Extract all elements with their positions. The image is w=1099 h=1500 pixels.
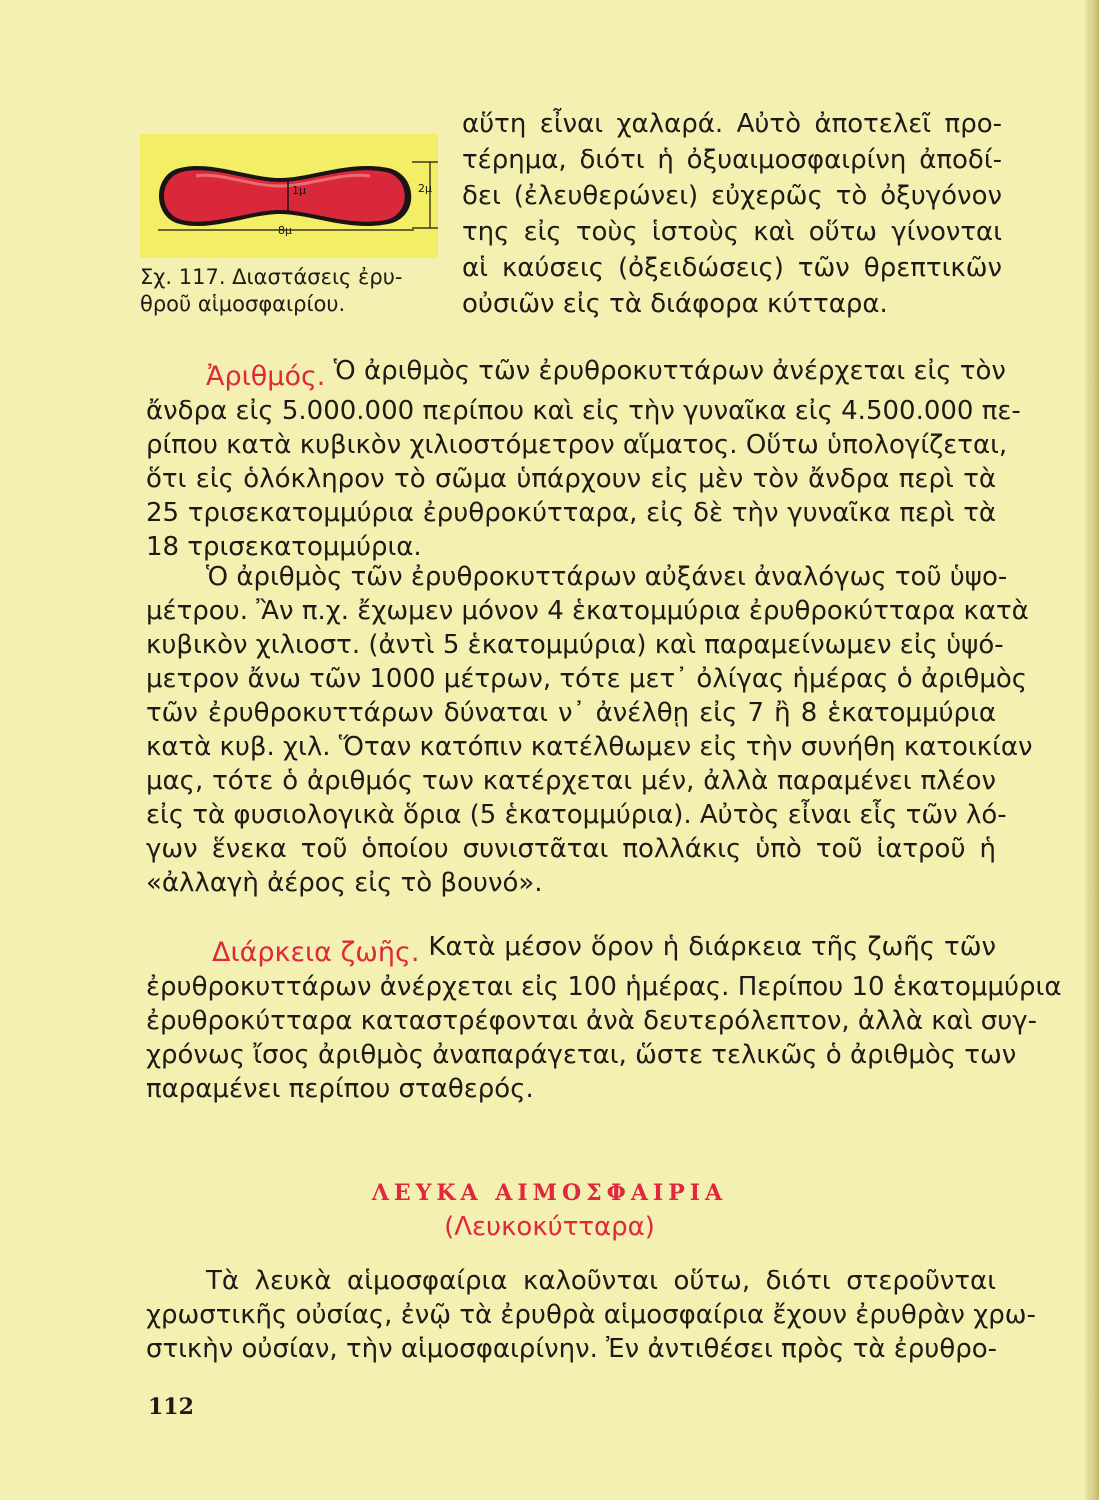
text-line: κατὰ κυβ. χιλ. Ὅταν κατόπιν κατέλθωμεν εἰς τὴν συνήθη κατοικίαν xyxy=(146,732,1033,762)
text-line: τέρημα, διότι ἡ ὀξυαιμοσφαιρίνη ἀποδί- xyxy=(462,145,1002,175)
label-8u: 8μ xyxy=(278,224,292,237)
figure-caption-line: θροῦ αἱμοσφαιρίου. xyxy=(140,292,346,316)
lifespan-heading: Διάρκεια ζωῆς. xyxy=(212,937,420,968)
text-line: μας, τότε ὁ ἀριθμός των κατέρχεται μέν, ἀλλὰ παραμένει πλέον xyxy=(146,766,996,796)
text-line: γων ἕνεκα τοῦ ὁποίου συνιστᾶται πολλάκις ὑπὸ τοῦ ἰατροῦ ἡ xyxy=(146,834,996,864)
text-line: οὐσιῶν εἰς τὰ διάφορα κύτταρα. xyxy=(462,289,888,319)
text-line xyxy=(146,930,996,970)
white-cells-paragraph xyxy=(146,1264,1036,1366)
text-line: Ὁ ἀριθμὸς τῶν ἐρυθροκυττάρων αὐξάνει ἀναλόγως τοῦ ὑψο- xyxy=(206,562,1008,592)
section-title: ΛΕΥΚΑ ΑΙΜΟΣΦΑΙΡΙΑ xyxy=(371,1180,728,1206)
text-line: χρωστικῆς οὐσίας, ἐνῷ τὰ ἐρυθρὰ αἱμοσφαίρια ἔχουν ἐρυθρὰν χρω- xyxy=(146,1300,1036,1330)
text-line: χρόνως ἴσος ἀριθμὸς ἀναπαράγεται, ὥστε τελικῶς ὁ ἀριθμὸς των xyxy=(146,1040,1017,1070)
text-line: 18 τρισεκατομμύρια. xyxy=(146,532,422,562)
arithmos-first-line: Ὁ ἀριθμὸς τῶν ἐρυθροκυττάρων ἀνέρχεται εἰς τὸν xyxy=(333,356,1006,386)
text-line: αὕτη εἶναι χαλαρά. Αὐτὸ ἀποτελεῖ προ- xyxy=(462,109,1002,139)
figure-caption-line: Σχ. 117. Διαστάσεις ἐρυ- xyxy=(140,265,403,289)
text-line: ὅτι εἰς ὁλόκληρον τὸ σῶμα ὑπάρχουν εἰς μὲν τὸν ἄνδρα περὶ τὰ xyxy=(146,464,996,494)
text-line: ἐρυθροκυττάρων ἀνέρχεται εἰς 100 ἡμέρας. Περίπου 10 ἑκατομμύρια xyxy=(146,972,1062,1002)
text-line: κυβικὸν χιλιοστ. (ἀντὶ 5 ἑκατομμύρια) καὶ παραμείνωμεν εἰς ὑψό- xyxy=(146,630,1004,660)
arithmos-paragraph xyxy=(146,354,1021,564)
red-blood-cell-diagram xyxy=(140,134,438,258)
text-line: ρίπου κατὰ κυβικὸν χιλιοστόμετρον αἵματος. Οὕτω ὑπολογίζεται, xyxy=(146,430,1008,460)
label-2u: 2μ xyxy=(418,182,432,195)
label-1u: 1μ xyxy=(292,184,306,197)
text-line: μετρον ἄνω τῶν 1000 μέτρων, τότε μετ᾽ ὀλίγας ἡμέρας ὁ ἀριθμὸς xyxy=(146,664,1028,694)
text-line: 25 τρισεκατομμύρια ἐρυθροκύτταρα, εἰς δὲ τὴν γυναῖκα περὶ τὰ xyxy=(146,498,996,528)
text-line: μέτρου. Ἂν π.χ. ἔχωμεν μόνον 4 ἑκατομμύρια ἐρυθροκύτταρα κατὰ xyxy=(146,596,1029,626)
lifespan-first-line: Κατὰ μέσον ὅρον ἡ διάρκεια τῆς ζωῆς τῶν xyxy=(428,932,996,962)
altitude-paragraph xyxy=(146,560,1033,900)
page-edge xyxy=(1085,0,1099,1500)
text-line: ἐρυθροκύτταρα καταστρέφονται ἀνὰ δευτερόλεπτον, ἀλλὰ καὶ συγ- xyxy=(146,1006,1038,1036)
text-line: της εἰς τοὺς ἱστοὺς καὶ οὕτω γίνονται xyxy=(462,217,1002,247)
text-line: δει (ἐλευθερώνει) εὐχερῶς τὸ ὀξυγόνον xyxy=(462,181,1002,211)
page-number: 112 xyxy=(148,1394,194,1420)
text-line: παραμένει περίπου σταθερός. xyxy=(146,1074,534,1104)
text-line: στικὴν οὐσίαν, τὴν αἱμοσφαιρίνην. Ἐν ἀντιθέσει πρὸς τὰ ἐρυθρο- xyxy=(146,1334,998,1364)
figure-caption xyxy=(140,264,440,318)
text-line xyxy=(146,354,1006,394)
text-line: τῶν ἐρυθροκυττάρων δύναται ν᾽ ἀνέλθῃ εἰς 7 ἢ 8 ἑκατομμύρια xyxy=(146,698,996,728)
text-line: «ἀλλαγὴ ἀέρος εἰς τὸ βουνό». xyxy=(146,868,543,898)
section-subtitle: (Λευκοκύτταρα) xyxy=(444,1212,655,1242)
text-line: Τὰ λευκὰ αἱμοσφαίρια καλοῦνται οὕτω, διότι στεροῦνται xyxy=(206,1266,996,1296)
top-paragraph xyxy=(462,106,1002,322)
text-line: αἱ καύσεις (ὀξειδώσεις) τῶν θρεπτικῶν xyxy=(462,253,1002,283)
lifespan-paragraph xyxy=(146,930,1062,1106)
arithmos-heading: Ἀριθμός. xyxy=(206,361,326,392)
text-line: ἄνδρα εἰς 5.000.000 περίπου καὶ εἰς τὴν γυναῖκα εἰς 4.500.000 πε- xyxy=(146,396,1021,426)
red-blood-cell-figure xyxy=(140,134,438,258)
text-line: εἰς τὰ φυσιολογικὰ ὅρια (5 ἑκατομμύρια). Αὐτὸς εἶναι εἷς τῶν λό- xyxy=(146,800,1007,830)
